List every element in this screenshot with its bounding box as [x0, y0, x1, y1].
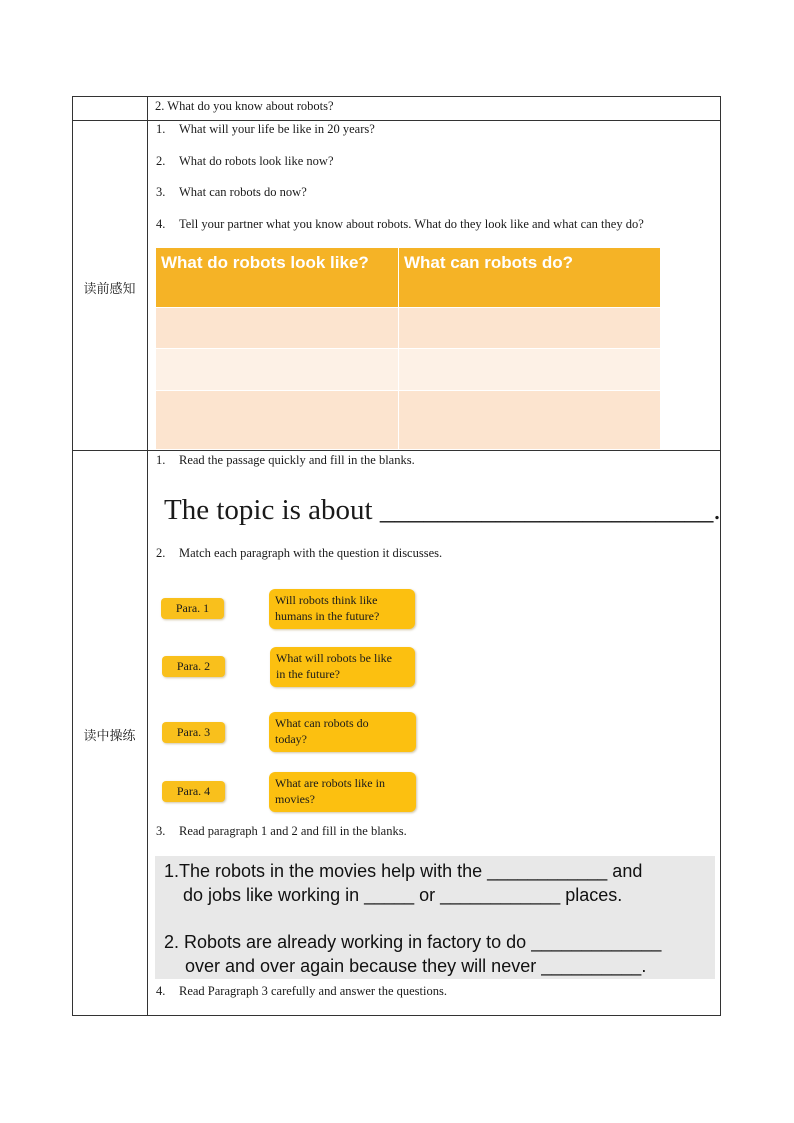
question-text: What do robots look like now?: [179, 154, 334, 168]
question-number: 1.: [156, 122, 166, 136]
row-divider: [72, 120, 721, 121]
match-question-box[interactable]: [269, 772, 416, 812]
pre-reading-label: 读前感知: [83, 282, 136, 297]
question-number: 4.: [156, 217, 166, 231]
task-number: 2.: [156, 546, 166, 560]
match-question-line: today?: [275, 732, 307, 746]
match-question-line: What will robots be like: [276, 651, 392, 665]
top-row-item: 2. What do you know about robots?: [155, 99, 334, 113]
task-text: Read paragraph 1 and 2 and fill in the blanks.: [179, 824, 407, 838]
fill-in-line: 2. Robots are already working in factory to do _____________: [164, 932, 662, 952]
match-question-line: movies?: [275, 792, 315, 806]
task-number: 1.: [156, 453, 166, 467]
fill-in-box: [155, 856, 715, 979]
table-row: [156, 349, 660, 390]
column-divider: [147, 96, 148, 1016]
para-label[interactable]: Para. 4: [162, 781, 225, 802]
table-row: [156, 308, 660, 348]
question-text: Tell your partner what you know about robots. What do they look like and what can they do?: [179, 217, 644, 231]
table-header-look: What do robots look like?: [156, 248, 398, 307]
question-text: What can robots do now?: [179, 185, 307, 199]
topic-sentence: The topic is about _______________________.: [164, 494, 721, 526]
task-text: Read the passage quickly and fill in the blanks.: [179, 453, 415, 467]
match-question-line: in the future?: [276, 667, 340, 681]
match-question-line: Will robots think like: [275, 593, 378, 607]
para-label[interactable]: Para. 2: [162, 656, 225, 677]
row-divider: [72, 450, 721, 451]
task-number: 4.: [156, 984, 166, 998]
table-header-do: What can robots do?: [399, 248, 660, 307]
table-divider: [398, 308, 399, 449]
para-label[interactable]: Para. 1: [161, 598, 224, 619]
match-question-line: What can robots do: [275, 716, 369, 730]
question-text: What will your life be like in 20 years?: [179, 122, 375, 136]
task-number: 3.: [156, 824, 166, 838]
question-number: 3.: [156, 185, 166, 199]
match-question-box[interactable]: [269, 712, 416, 752]
question-number: 2.: [156, 154, 166, 168]
fill-in-line: over and over again because they will never __________.: [185, 956, 647, 976]
match-question-line: What are robots like in: [275, 776, 385, 790]
match-question-box[interactable]: [270, 647, 415, 687]
task-text: Match each paragraph with the question it discusses.: [179, 546, 443, 560]
table-row: [156, 391, 660, 449]
para-label[interactable]: Para. 3: [162, 722, 225, 743]
match-question-line: humans in the future?: [275, 609, 380, 623]
fill-in-line: do jobs like working in _____ or ____________ places.: [183, 885, 623, 905]
match-question-box[interactable]: [269, 589, 415, 629]
while-reading-label: 读中操练: [83, 729, 136, 744]
robots-table: [156, 248, 660, 449]
task-text: Read Paragraph 3 carefully and answer the questions.: [179, 984, 447, 998]
fill-in-line: 1.The robots in the movies help with the ____________ and: [164, 861, 643, 881]
